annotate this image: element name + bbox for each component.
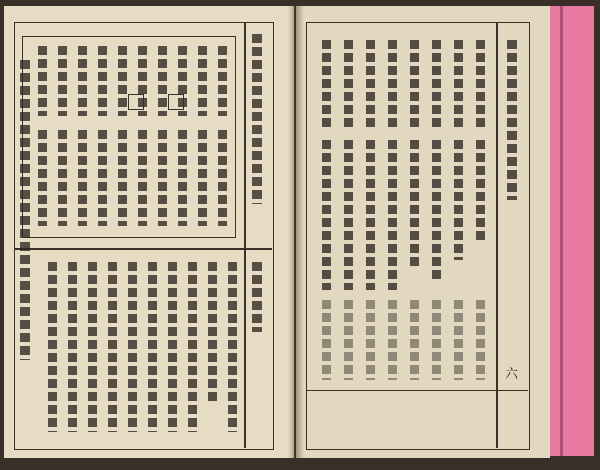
contents-entry xyxy=(454,40,463,130)
left-page-title-rule xyxy=(244,22,246,448)
contents-entry-page xyxy=(476,300,485,380)
contents-entry xyxy=(410,40,419,130)
right-page-title-rule xyxy=(496,22,498,448)
text-column xyxy=(158,46,167,116)
contents-entry-subjects xyxy=(366,140,375,290)
text-column xyxy=(218,130,227,226)
text-column xyxy=(118,130,127,226)
contents-entry-subjects xyxy=(322,140,331,290)
text-column xyxy=(128,262,137,432)
contents-entry-subjects xyxy=(454,140,463,260)
text-column xyxy=(48,262,57,432)
contents-entry xyxy=(322,40,331,130)
contents-entry xyxy=(388,40,397,130)
text-column xyxy=(58,46,67,116)
contents-entry-page xyxy=(344,300,353,380)
text-column xyxy=(188,262,197,432)
contents-entry-page xyxy=(366,300,375,380)
contents-entry-page xyxy=(454,300,463,380)
text-column xyxy=(148,262,157,432)
contents-entry-page xyxy=(410,300,419,380)
left-page-divider xyxy=(14,248,272,250)
boxed-character xyxy=(168,94,184,110)
left-section-title xyxy=(252,262,262,332)
pink-page-stack xyxy=(548,6,594,456)
text-column xyxy=(178,130,187,226)
text-column xyxy=(98,130,107,226)
contents-entry-subjects xyxy=(432,140,441,280)
contents-entry xyxy=(432,40,441,130)
contents-entry xyxy=(366,40,375,130)
text-column xyxy=(108,262,117,432)
page-number: 六 xyxy=(505,367,519,382)
text-column xyxy=(158,130,167,226)
contents-heading xyxy=(507,40,517,200)
right-page-footer-rule xyxy=(306,390,528,391)
text-column xyxy=(198,46,207,116)
boxed-character xyxy=(128,94,144,110)
running-header-column xyxy=(20,60,30,360)
text-column xyxy=(78,130,87,226)
book-gutter xyxy=(288,6,304,458)
contents-entry-subjects xyxy=(476,140,485,240)
contents-entry-subjects xyxy=(410,140,419,270)
text-column xyxy=(208,262,217,402)
text-column xyxy=(88,262,97,432)
contents-entry xyxy=(344,40,353,130)
text-column xyxy=(198,130,207,226)
contents-entry-page xyxy=(322,300,331,380)
left-vertical-title xyxy=(252,34,262,204)
contents-entry xyxy=(476,40,485,130)
text-column xyxy=(98,46,107,116)
text-column xyxy=(118,46,127,116)
text-column xyxy=(68,262,77,432)
contents-entry-page xyxy=(388,300,397,380)
contents-entry-subjects xyxy=(388,140,397,290)
text-column xyxy=(218,46,227,116)
text-column xyxy=(138,130,147,226)
contents-entry-page xyxy=(432,300,441,380)
text-column xyxy=(78,46,87,116)
text-column xyxy=(38,130,47,226)
text-column xyxy=(168,262,177,432)
text-column xyxy=(38,46,47,116)
text-column xyxy=(58,130,67,226)
text-column xyxy=(228,262,237,432)
contents-entry-subjects xyxy=(344,140,353,290)
pink-page-edge xyxy=(560,6,563,456)
